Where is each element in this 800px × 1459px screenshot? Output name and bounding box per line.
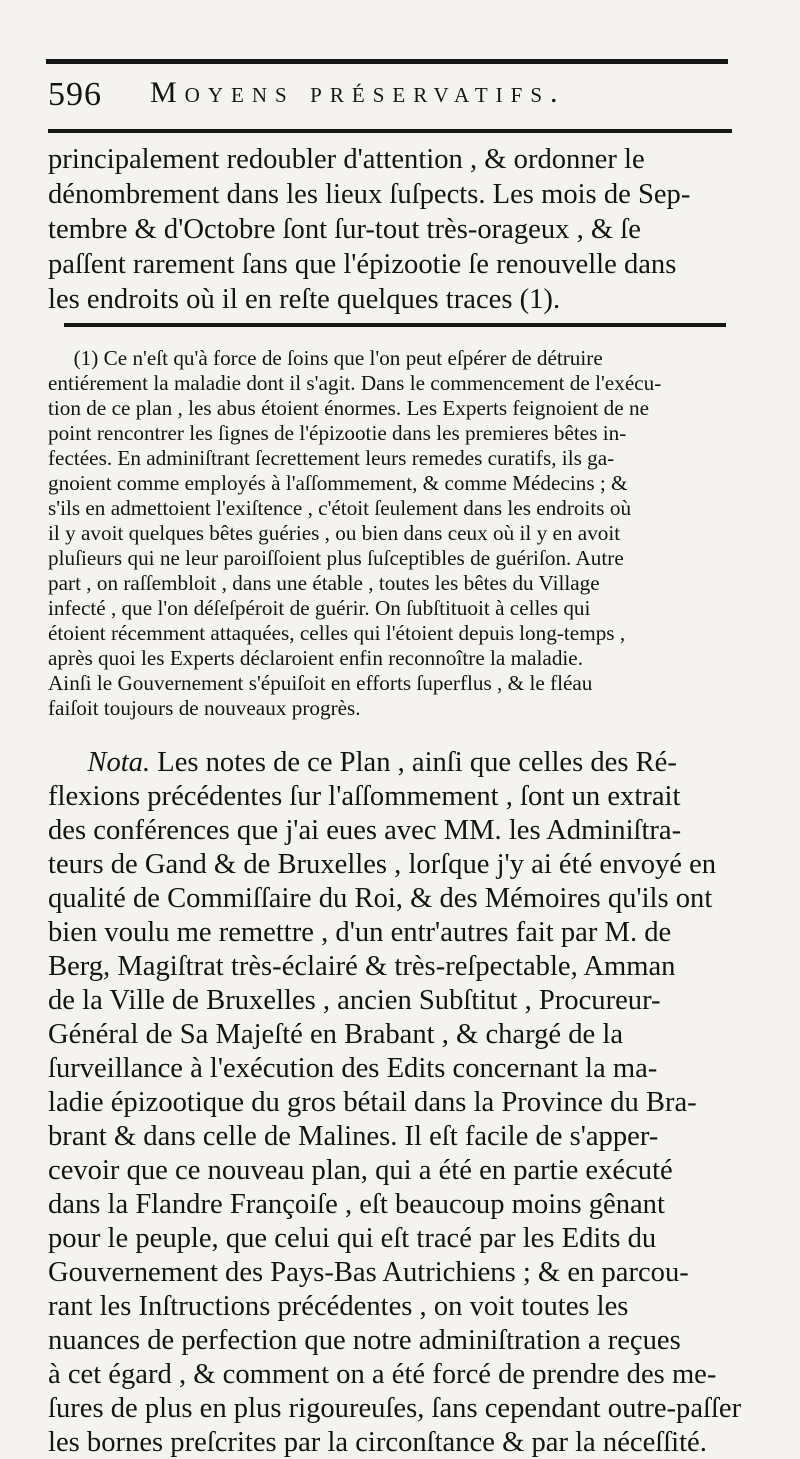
footnote [48, 346, 758, 721]
nota-line: ſures de plus en plus rigoureuſes, ſans cependant outre-paſſer [48, 1392, 742, 1424]
nota-line: à cet égard , & comment on a été forcé de prendre des me- [48, 1358, 717, 1390]
nota-line: les bornes preſcrites par la circonſtance & par la néceſſité. [48, 1426, 707, 1458]
footnote-rule [64, 323, 726, 327]
main-text [48, 142, 758, 317]
footnote-line: Ainſi le Gouvernement s'épuiſoit en efforts ſuperflus , & le fléau [48, 671, 593, 695]
page-number: 596 [48, 76, 102, 113]
footnote-line: s'ils en admettoient l'exiſtence , c'étoit ſeulement dans les endroits où [48, 496, 632, 520]
nota-line: brant & dans celle de Malines. Il eſt facile de s'apper- [48, 1120, 659, 1152]
nota-line: de la Ville de Bruxelles , ancien Subſtitut , Procureur- [48, 984, 661, 1016]
footnote-line: point rencontrer les ſignes de l'épizootie dans les premieres bêtes in- [48, 421, 627, 445]
top-rule [46, 59, 728, 64]
running-title: Moyens préservatifs. [150, 76, 566, 109]
page-header [48, 72, 738, 122]
footnote-line: entiérement la maladie dont il s'agit. Dans le commencement de l'exécu- [48, 371, 662, 395]
nota-line: qualité de Commiſſaire du Roi, & des Mémoires qu'ils ont [48, 882, 713, 914]
nota-line: bien voulu me remettre , d'un entr'autres fait par M. de [48, 916, 672, 948]
nota-line: nuances de perfection que notre adminiſtration a reçues [48, 1324, 681, 1356]
nota-line: flexions précédentes ſur l'aſſommement , ſont un extrait [48, 780, 681, 812]
nota-line: teurs de Gand & de Bruxelles , lorſque j'y ai été envoyé en [48, 848, 717, 880]
nota-first-line [48, 745, 747, 779]
nota-line: des conférences que j'ai eues avec MM. les Adminiſtra- [48, 814, 682, 846]
text-line: les endroits où il en reſte quelques traces (1). [48, 283, 561, 315]
nota-line: dans la Flandre Françoiſe , eſt beaucoup moins gênant [48, 1188, 665, 1220]
header-rule [48, 129, 732, 133]
nota-line: Berg, Magiſtrat très-éclairé & très-reſpectable, Amman [48, 950, 676, 982]
footnote-line: fectées. En adminiſtrant ſecrettement leurs remedes curatifs, ils ga- [48, 446, 615, 470]
nota-line: cevoir que ce nouveau plan, qui a été en partie exécuté [48, 1154, 673, 1186]
footnote-line: part , on raſſembloit , dans une étable , toutes les bêtes du Village [48, 571, 600, 595]
nota-line: ladie épizootique du gros bétail dans la Province du Bra- [48, 1086, 697, 1118]
footnote-line: tion de ce plan , les abus étoient énormes. Les Experts feignoient de ne [48, 396, 649, 420]
footnote-line: pluſieurs qui ne leur paroiſſoient plus ſuſceptibles de guériſon. Autre [48, 546, 624, 570]
footnote-line: étoient récemment attaquées, celles qui l'étoient depuis long-temps , [48, 621, 626, 645]
nota-paragraph [48, 745, 758, 1459]
nota-first-line-text: Les notes de ce Plan , ainſi que celles des Ré- [150, 746, 677, 778]
text-line: paſſent rarement ſans que l'épizootie ſe renouvelle dans [48, 248, 677, 280]
footnote-line: gnoient comme employés à l'aſſommement, & comme Médecins ; & [48, 471, 628, 495]
footnote-line: infecté , que l'on déſeſpéroit de guérir. On ſubſtituoit à celles qui [48, 596, 591, 620]
nota-line: ſurveillance à l'exécution des Edits concernant la ma- [48, 1052, 658, 1084]
text-line: dénombrement dans les lieux ſuſpects. Les mois de Sep- [48, 178, 691, 210]
footnote-line: après quoi les Experts déclaroient enfin reconnoître la maladie. [48, 646, 584, 670]
nota-line: Gouvernement des Pays-Bas Autrichiens ; & en parcou- [48, 1256, 689, 1288]
nota-line: pour le peuple, que celui qui eſt tracé par les Edits du [48, 1222, 657, 1254]
footnote-line: (1) Ce n'eſt qu'à force de ſoins que l'on peut eſpérer de détruire [73, 346, 603, 370]
nota-line: rant les Inſtructions précédentes , on voit toutes les [48, 1290, 629, 1322]
text-line: principalement redoubler d'attention , & ordonner le [48, 143, 645, 175]
text-line: tembre & d'Octobre ſont ſur-tout très-orageux , & ſe [48, 213, 641, 245]
footnote-line: faiſoit toujours de nouveaux progrès. [48, 696, 361, 720]
footnote-line: il y avoit quelques bêtes guéries , ou bien dans ceux où il y en avoit [48, 521, 621, 545]
nota-label: Nota. [87, 746, 151, 778]
nota-line: Général de Sa Majeſté en Brabant , & chargé de la [48, 1018, 624, 1050]
